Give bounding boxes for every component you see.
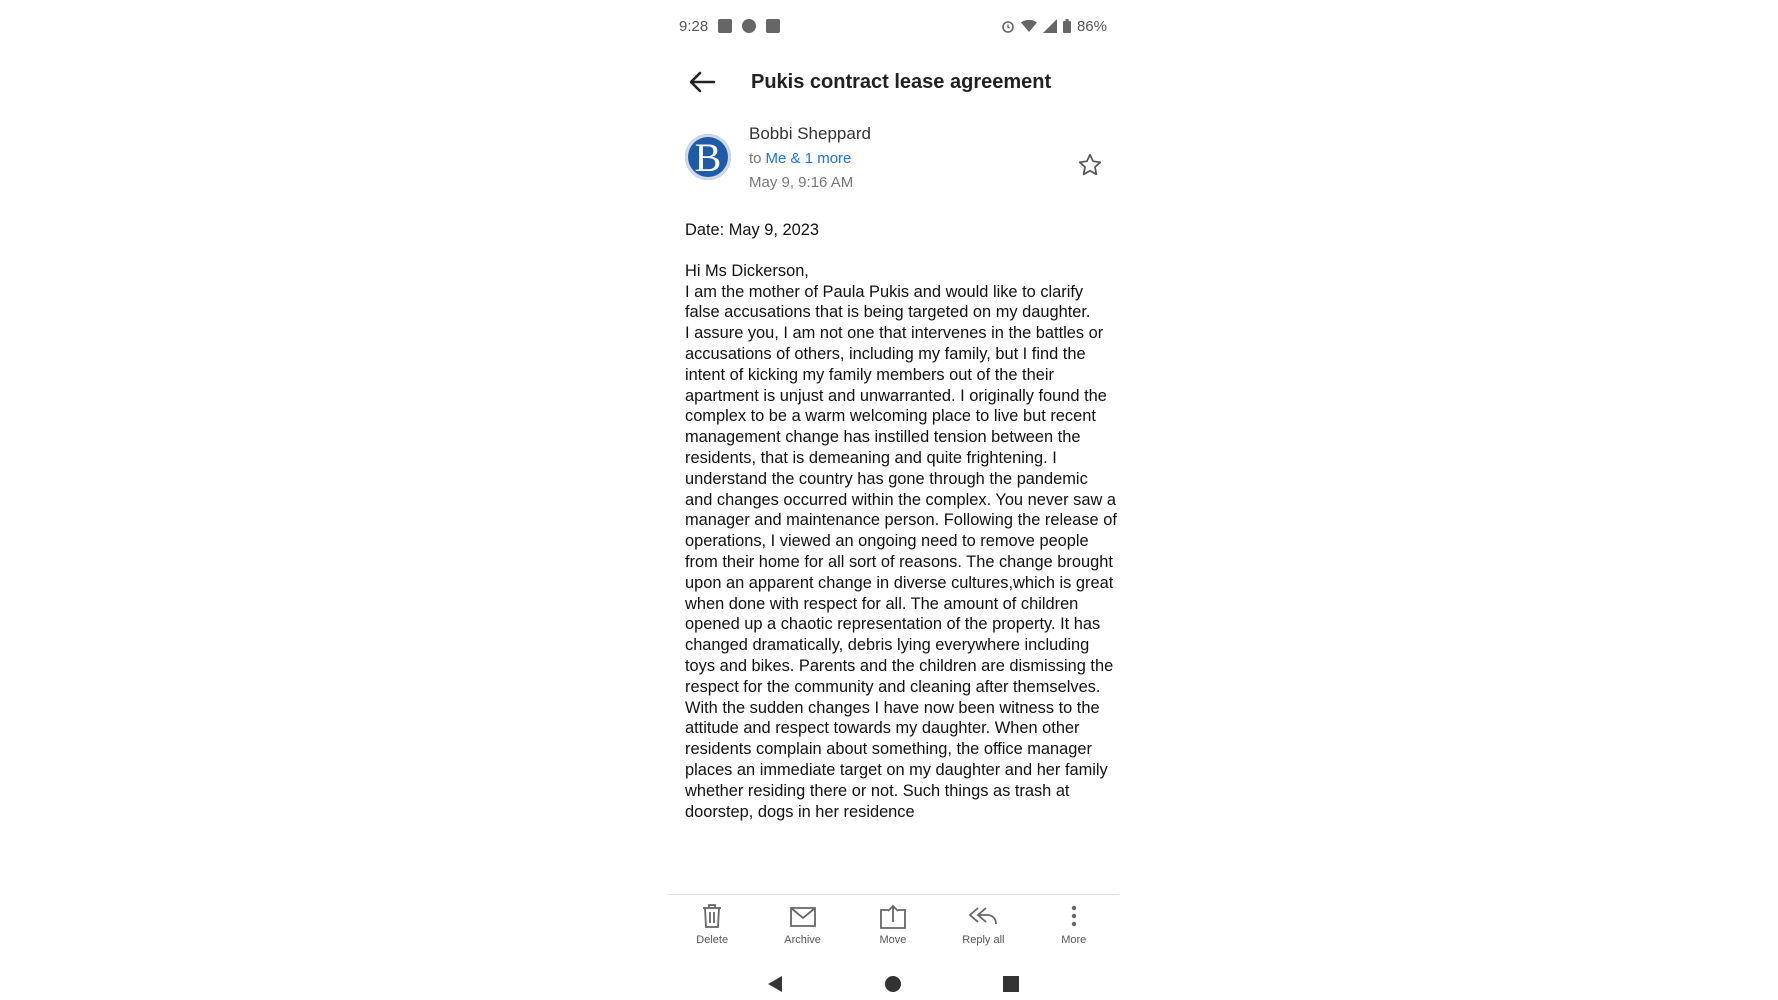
battery-icon: [1063, 19, 1071, 33]
reply-all-button[interactable]: [943, 902, 1023, 962]
email-timestamp: May 9, 9:16 AM: [749, 174, 854, 191]
arrow-left-icon: [688, 70, 716, 94]
alarm-icon: [1001, 19, 1015, 33]
more-label: More: [1061, 934, 1087, 946]
wifi-icon: [1021, 19, 1037, 33]
archive-button[interactable]: [763, 902, 843, 962]
reply-all-icon: [968, 902, 998, 930]
facebook-icon: [718, 19, 732, 33]
spotify-icon: [742, 19, 756, 33]
delete-label: Delete: [696, 934, 729, 946]
reply-all-label: Reply all: [962, 934, 1005, 946]
email-body-viewport[interactable]: [667, 218, 1119, 894]
news-icon: [766, 19, 780, 33]
clock: 9:28: [679, 17, 709, 35]
star-icon: [1077, 152, 1103, 178]
archive-icon: [789, 902, 817, 930]
recipients-line: [749, 150, 871, 167]
nav-recents-icon[interactable]: [1002, 975, 1020, 993]
archive-label: Archive: [784, 934, 821, 946]
nav-home-icon[interactable]: [884, 975, 902, 993]
date-line: Date: May 9, 2023: [685, 221, 819, 239]
trash-icon: [700, 902, 724, 930]
system-nav-bar: [667, 972, 1119, 996]
body-paragraph: I assure you, I am not one that intervenes in the battles or accusations of others, including my family, but I find the intent of kicking my family members out of the their apartment is unjust and unwarranted. I originally found the complex to be a warm welcoming place to live but recent management change has instilled tension between the residents, that is demeaning and quite frightening. I understand the country has gone through the pandemic and changes occurred within the complex. You never saw a manager and maintenance person. Following the release of operations, I viewed an ongoing need to remove people from their home for all sort of reasons. The change brought upon an apparent change in diverse cultures,which is great when done with respect for all. The amount of children opened up a chaotic representation of the property. It has changed dramatically, debris lying everywhere including toys and bikes. Parents and the children are dismissing the respect for the community and cleaning after themselves.: [685, 324, 1117, 696]
signal-icon: [1043, 19, 1057, 33]
page-title: Pukis contract lease agreement: [751, 70, 1052, 93]
to-label: to: [749, 150, 762, 167]
move-icon: [879, 902, 907, 930]
toolbar-divider: [667, 894, 1119, 895]
move-button[interactable]: [853, 902, 933, 962]
nav-back-icon[interactable]: [766, 975, 784, 993]
status-bar: [679, 14, 1107, 38]
email-header: [667, 62, 1119, 102]
move-label: Move: [879, 934, 907, 946]
back-button[interactable]: [667, 70, 737, 94]
more-vert-icon: [1070, 902, 1078, 930]
email-body: [685, 220, 1117, 822]
bottom-toolbar: [667, 902, 1119, 962]
email-screen: [667, 0, 1119, 1000]
body-paragraph: With the sudden changes I have now been witness to the attitude and respect towards my daughter. When other residents complain about something, the office manager places an immediate target on my daughter and her family whether residing there or not. Such things as trash at doorstep, dogs in her residence: [685, 698, 1108, 821]
sender-name: Bobbi Sheppard: [749, 124, 871, 143]
battery-percent: 86%: [1076, 17, 1107, 35]
delete-button[interactable]: [672, 902, 752, 962]
greeting: Hi Ms Dickerson,: [685, 261, 809, 280]
body-paragraph: I am the mother of Paula Pukis and would like to clarify false accusations that is being targeted on my daughter.: [685, 282, 1091, 322]
more-button[interactable]: [1034, 902, 1114, 962]
avatar[interactable]: B: [685, 134, 731, 180]
star-button[interactable]: [1077, 152, 1103, 183]
sender-block: [685, 124, 1103, 204]
recipients-link[interactable]: Me & 1 more: [765, 150, 852, 167]
